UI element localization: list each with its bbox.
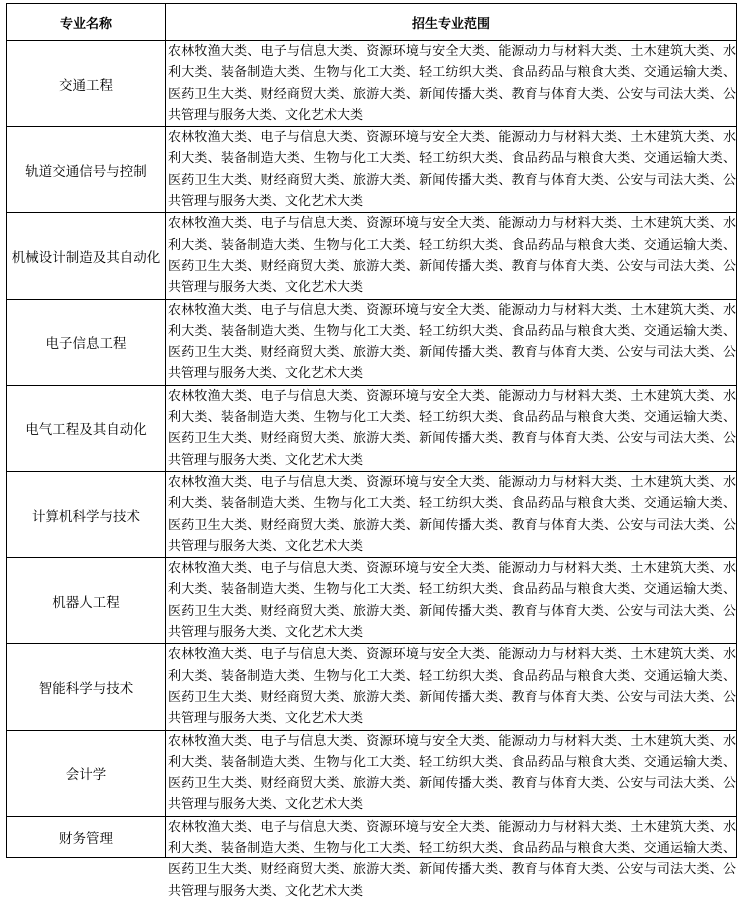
enrollment-scope: 农林牧渔大类、电子与信息大类、资源环境与安全大类、能源动力与材料大类、土木建筑大类、水利大类、装备制造大类、生物与化工大类、轻工纺织大类、食品药品与粮食大类、交通运输大类、医药卫生大类、财经商贸大类、旅游大类、新闻传播大类、教育与体育大类、公安与司法大类、公共管理与服务大类、文化艺术大类 [166, 471, 737, 557]
table-row [7, 730, 737, 816]
major-name: 电气工程及其自动化 [7, 385, 166, 471]
header-enrollment-scope: 招生专业范围 [166, 4, 737, 41]
header-major-name: 专业名称 [7, 4, 166, 41]
table-row [7, 41, 737, 127]
enrollment-scope-cell [166, 816, 737, 899]
table-header-row [7, 4, 737, 41]
enrollment-scope: 农林牧渔大类、电子与信息大类、资源环境与安全大类、能源动力与材料大类、土木建筑大类、水利大类、装备制造大类、生物与化工大类、轻工纺织大类、食品药品与粮食大类、交通运输大类、医药卫生大类、财经商贸大类、旅游大类、新闻传播大类、教育与体育大类、公安与司法大类、公共管理与服务大类、文化艺术大类 [166, 558, 737, 644]
major-name: 轨道交通信号与控制 [7, 127, 166, 213]
major-name: 计算机科学与技术 [7, 471, 166, 557]
table-row [7, 385, 737, 471]
enrollment-scope: 农林牧渔大类、电子与信息大类、资源环境与安全大类、能源动力与材料大类、土木建筑大类、水利大类、装备制造大类、生物与化工大类、轻工纺织大类、食品药品与粮食大类、交通运输大类、医药卫生大类、财经商贸大类、旅游大类、新闻传播大类、教育与体育大类、公安与司法大类、公共管理与服务大类、文化艺术大类 [166, 213, 737, 299]
table-row [7, 213, 737, 299]
table-row [7, 644, 737, 730]
table-row [7, 816, 737, 857]
major-name: 机器人工程 [7, 558, 166, 644]
major-name: 机械设计制造及其自动化 [7, 213, 166, 299]
table-row [7, 299, 737, 385]
enrollment-scope: 农林牧渔大类、电子与信息大类、资源环境与安全大类、能源动力与材料大类、土木建筑大类、水利大类、装备制造大类、生物与化工大类、轻工纺织大类、食品药品与粮食大类、交通运输大类、医药卫生大类、财经商贸大类、旅游大类、新闻传播大类、教育与体育大类、公安与司法大类、公共管理与服务大类、文化艺术大类 [166, 299, 737, 385]
major-name: 电子信息工程 [7, 299, 166, 385]
enrollment-scope: 农林牧渔大类、电子与信息大类、资源环境与安全大类、能源动力与材料大类、土木建筑大类、水利大类、装备制造大类、生物与化工大类、轻工纺织大类、食品药品与粮食大类、交通运输大类、医药卫生大类、财经商贸大类、旅游大类、新闻传播大类、教育与体育大类、公安与司法大类、公共管理与服务大类、文化艺术大类 [166, 730, 737, 816]
enrollment-scope: 农林牧渔大类、电子与信息大类、资源环境与安全大类、能源动力与材料大类、土木建筑大类、水利大类、装备制造大类、生物与化工大类、轻工纺织大类、食品药品与粮食大类、交通运输大类、医药卫生大类、财经商贸大类、旅游大类、新闻传播大类、教育与体育大类、公安与司法大类、公共管理与服务大类、文化艺术大类 [166, 644, 737, 730]
enrollment-table [6, 3, 737, 899]
major-name: 交通工程 [7, 41, 166, 127]
table-row [7, 558, 737, 644]
enrollment-scope: 农林牧渔大类、电子与信息大类、资源环境与安全大类、能源动力与材料大类、土木建筑大类、水利大类、装备制造大类、生物与化工大类、轻工纺织大类、食品药品与粮食大类、交通运输大类、医药卫生大类、财经商贸大类、旅游大类、新闻传播大类、教育与体育大类、公安与司法大类、公共管理与服务大类、文化艺术大类 [168, 819, 736, 899]
major-name: 会计学 [7, 730, 166, 816]
table-row [7, 127, 737, 213]
enrollment-scope: 农林牧渔大类、电子与信息大类、资源环境与安全大类、能源动力与材料大类、土木建筑大类、水利大类、装备制造大类、生物与化工大类、轻工纺织大类、食品药品与粮食大类、交通运输大类、医药卫生大类、财经商贸大类、旅游大类、新闻传播大类、教育与体育大类、公安与司法大类、公共管理与服务大类、文化艺术大类 [166, 41, 737, 127]
enrollment-scope: 农林牧渔大类、电子与信息大类、资源环境与安全大类、能源动力与材料大类、土木建筑大类、水利大类、装备制造大类、生物与化工大类、轻工纺织大类、食品药品与粮食大类、交通运输大类、医药卫生大类、财经商贸大类、旅游大类、新闻传播大类、教育与体育大类、公安与司法大类、公共管理与服务大类、文化艺术大类 [166, 127, 737, 213]
major-name: 智能科学与技术 [7, 644, 166, 730]
major-name: 财务管理 [7, 816, 166, 857]
enrollment-scope: 农林牧渔大类、电子与信息大类、资源环境与安全大类、能源动力与材料大类、土木建筑大类、水利大类、装备制造大类、生物与化工大类、轻工纺织大类、食品药品与粮食大类、交通运输大类、医药卫生大类、财经商贸大类、旅游大类、新闻传播大类、教育与体育大类、公安与司法大类、公共管理与服务大类、文化艺术大类 [166, 385, 737, 471]
table-row [7, 471, 737, 557]
